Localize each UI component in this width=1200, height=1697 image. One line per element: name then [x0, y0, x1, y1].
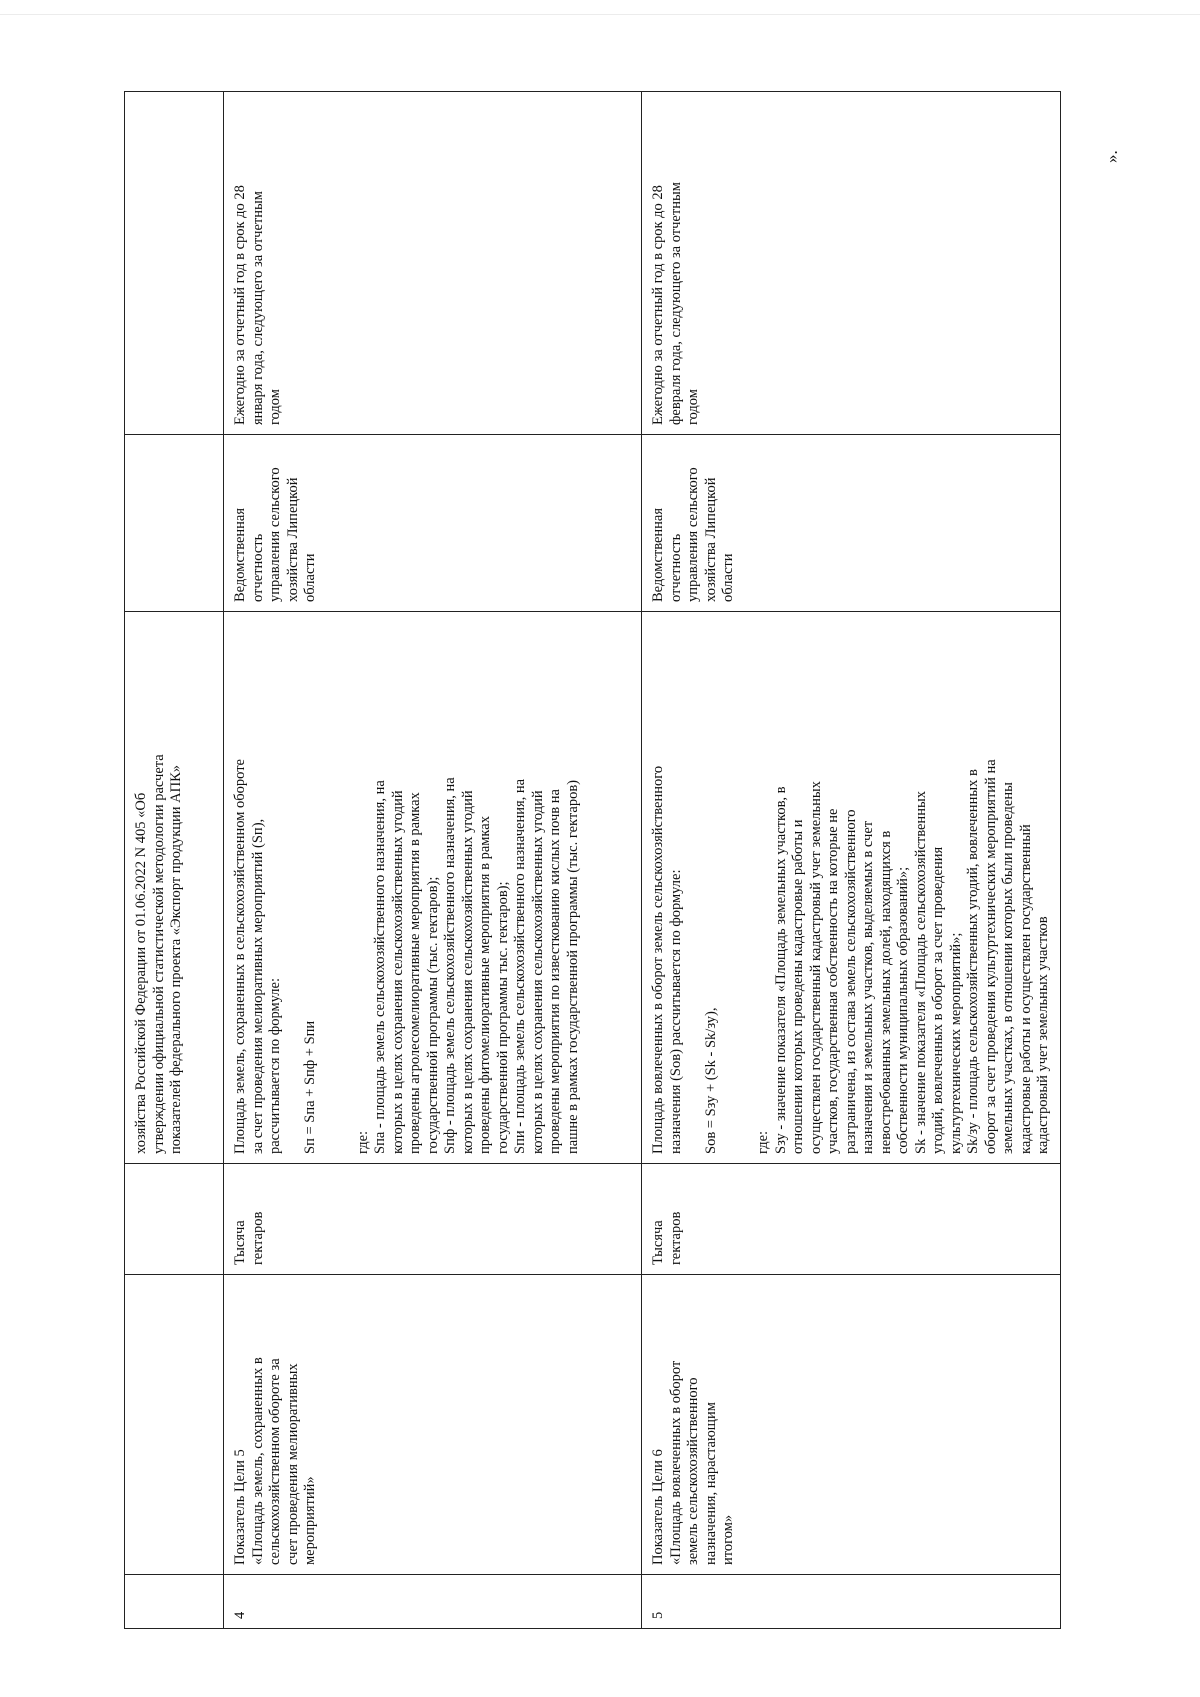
- text-line: кадастровые работы и осуществлен государственный: [1017, 824, 1034, 1154]
- text-line: разграничена, из состава земель сельскохозяйственного: [842, 809, 859, 1154]
- text-line: которых в целях сохранения сельскохозяйственных угодий: [529, 790, 546, 1154]
- formula: Sов = Sзу + (Sk - Sk/зу),: [702, 1007, 719, 1154]
- text-line: управления сельского: [685, 467, 701, 602]
- text-line: хозяйства Липецкой: [284, 477, 301, 602]
- text-line: счет проведения мелиоративных: [284, 1363, 301, 1565]
- text-line: отношении которых проведены кадастровые работы и: [790, 819, 806, 1154]
- text-line: участков, государственная собственность на которые не: [825, 808, 841, 1154]
- cell-empty: [125, 1575, 224, 1629]
- text-line: Показатель Цели 6: [650, 1449, 666, 1565]
- text-line: рассчитывается по формуле:: [267, 978, 283, 1154]
- cell-timing: [642, 92, 1061, 435]
- text-line: управления сельского: [267, 467, 283, 602]
- cell-timing: [224, 92, 642, 435]
- text-line: Тысяча: [232, 1220, 248, 1265]
- text-line: гектаров: [667, 1211, 684, 1265]
- text-line: государственной программы тыс. гектаров);: [494, 881, 511, 1154]
- row-number: 4: [232, 1611, 248, 1619]
- text-line: Площадь земель, сохраненных в сельскохозяйственном обороте: [232, 759, 248, 1154]
- text-line: гектаров: [249, 1211, 266, 1265]
- cell-unit: [642, 1164, 1061, 1275]
- cell-source: [642, 435, 1061, 612]
- text-line: отчетность: [667, 533, 684, 602]
- text-line: годом: [267, 389, 283, 425]
- text-line: Sпф - площадь земель сельскохозяйственного назначения, на: [442, 777, 458, 1154]
- text-line: Площадь вовлеченных в оборот земель сельскохозяйственного: [650, 765, 666, 1154]
- text-line: осуществлен государственный кадастровый учет земельных: [807, 781, 824, 1154]
- text-line: Sпа - площадь земель сельскохозяйственного назначения, на: [372, 780, 388, 1154]
- text-line: области: [302, 553, 318, 602]
- where-label: где:: [354, 1130, 371, 1154]
- text-line: государственной программы (тыс. гектаров);: [424, 876, 441, 1154]
- text-line: проведены агролесомелиоративные мероприятия в рамках: [407, 792, 423, 1154]
- text-line: Ежегодно за отчетный год в срок до 28: [650, 185, 666, 425]
- closing-quote-mark: ».: [1102, 150, 1121, 163]
- cell-empty: [125, 1275, 224, 1575]
- text-line: Ежегодно за отчетный год в срок до 28: [232, 185, 248, 425]
- text-line: кадастровый учет земельных участков: [1035, 916, 1051, 1154]
- text-line: Тысяча: [650, 1220, 666, 1265]
- text-line: февраля года, следующего за отчетным: [667, 182, 684, 425]
- cell-empty: [125, 92, 224, 435]
- cell-method: [642, 612, 1061, 1164]
- text-line: мероприятий»: [302, 1476, 318, 1565]
- table-row: [224, 92, 642, 1629]
- text-line: культуртехнических мероприятий»;: [947, 932, 964, 1154]
- cell-unit: [224, 1164, 642, 1275]
- text-line: Sk - значение показателя «Площадь сельскохозяйственных: [912, 791, 929, 1154]
- text-line: «Площадь земель, сохраненных в: [249, 1357, 266, 1565]
- cell-source: [224, 435, 642, 612]
- text-line: хозяйства Российской Федерации от 01.06.2022 N 405 «Об: [133, 792, 149, 1154]
- text-line: хозяйства Липецкой: [702, 477, 719, 602]
- text-line: сельскохозяйственном обороте за: [267, 1358, 283, 1565]
- text-line: «Площадь вовлеченных в оборот: [667, 1360, 684, 1565]
- text-line: земель сельскохозяйственного: [685, 1377, 701, 1565]
- scan-edge-line: [0, 14, 1200, 15]
- text-line: утверждении официальной статистической методологии расчета: [150, 754, 167, 1154]
- table-row: [642, 92, 1061, 1629]
- text-line: невостребованных земельных долей, находящихся в: [877, 830, 894, 1154]
- row-number: 5: [650, 1611, 666, 1619]
- text-line: оборот за счет проведения культуртехнических мероприятий на: [982, 759, 999, 1154]
- text-line: Ведомственная: [650, 507, 666, 602]
- text-line: земельных участках, в отношении которых были проведены: [1000, 782, 1016, 1154]
- formula: Sп = Sпа + Sпф + Sпи: [302, 1020, 318, 1154]
- cell-indicator: [642, 1275, 1061, 1575]
- cell-method-continuation: [125, 612, 224, 1164]
- text-line: января года, следующего за отчетным: [249, 191, 266, 425]
- text-line: Sk/зу - площадь сельскохозяйственных угодий, вовлеченных в: [965, 769, 981, 1154]
- text-line: Ведомственная: [232, 507, 248, 602]
- text-line: назначения и земельных участков, выделяемых в счет: [860, 820, 876, 1154]
- rotated-table-page: [124, 92, 1060, 1629]
- where-label: где:: [755, 1130, 771, 1154]
- cell-row-number: [224, 1575, 642, 1629]
- table-row-continuation: [125, 92, 224, 1629]
- text-line: пашне в рамках государственной программы (тыс. гектаров): [564, 780, 581, 1154]
- indicators-table: [124, 91, 1061, 1629]
- cell-empty: [125, 435, 224, 612]
- cell-method: [224, 612, 642, 1164]
- text-line: Показатель Цели 5: [232, 1449, 248, 1565]
- text-line: области: [720, 553, 736, 602]
- cell-row-number: [642, 1575, 1061, 1629]
- text-line: проведены мероприятия по известкованию кислых почв на: [547, 789, 563, 1154]
- text-line: угодий, вовлеченных в оборот за счет проведения: [930, 846, 946, 1154]
- text-line: Sзу - значение показателя «Площадь земельных участков, в: [772, 786, 789, 1154]
- text-line: итогом»: [720, 1514, 736, 1565]
- text-line: которых в целях сохранения сельскохозяйственных угодий: [389, 790, 406, 1154]
- text-line: показателей федерального проекта «Экспорт продукции АПК»: [168, 764, 184, 1154]
- cell-indicator: [224, 1275, 642, 1575]
- text-line: годом: [685, 389, 701, 425]
- text-line: за счет проведения мелиоративных мероприятий (Sп),: [249, 818, 266, 1154]
- text-line: Sпи - площадь земель сельскохозяйственного назначения, на: [512, 778, 528, 1154]
- cell-empty: [125, 1164, 224, 1275]
- text-line: проведены фитомелиоративные мероприятия в рамках: [477, 816, 493, 1154]
- text-line: отчетность: [249, 533, 266, 602]
- text-line: собственности муниципальных образований»;: [895, 866, 911, 1154]
- text-line: назначения (Sов) рассчитывается по формуле:: [667, 869, 684, 1154]
- text-line: назначения, нарастающим: [702, 1402, 719, 1565]
- text-line: которых в целях сохранения сельскохозяйственных угодий: [459, 790, 476, 1154]
